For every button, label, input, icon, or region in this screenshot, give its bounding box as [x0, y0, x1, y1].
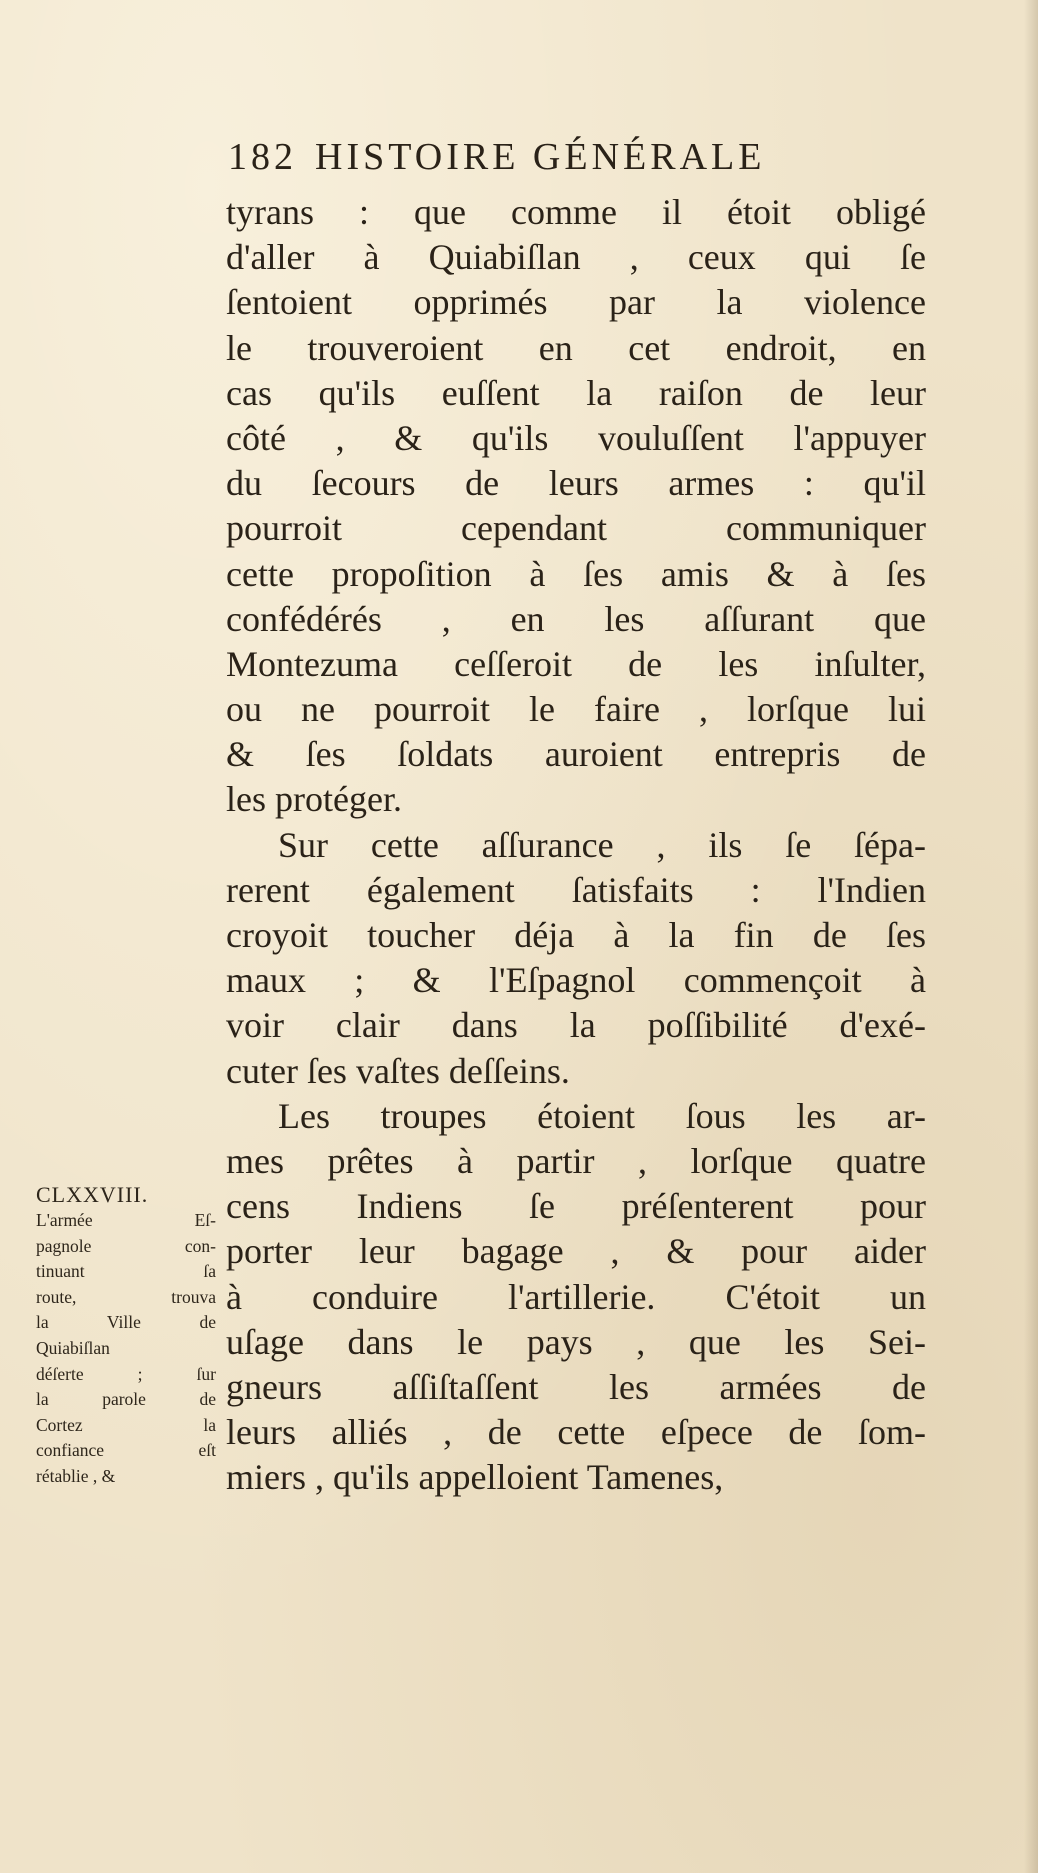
text-line: ou ne pourroit le faire , lorſque lui [226, 689, 926, 730]
margin-note-line: pagnole con- [36, 1235, 216, 1256]
margin-note-line: la parole de [36, 1389, 216, 1410]
paragraph-start-line: Sur cette aſſurance , ils ſe ſépa- [278, 824, 926, 865]
margin-note-line: route, trouva [36, 1286, 216, 1307]
margin-note-line: L'armée Eſ- [36, 1210, 216, 1230]
text-line: voir clair dans la poſſibilité d'exé- [226, 1005, 926, 1046]
margin-note [36, 1182, 216, 1490]
text-line: rerent également ſatisfaits : l'Indien [226, 869, 926, 910]
margin-note-line: déſerte ; ſur [36, 1363, 216, 1384]
paragraph-end-line: cuter ſes vaſtes deſſeins. [226, 1050, 570, 1091]
margin-note-line: tinuant ſa [36, 1261, 216, 1282]
text-line: croyoit toucher déja à la fin de ſes [226, 915, 926, 955]
paragraph-end-line: les protéger. [226, 779, 402, 820]
text-line: maux ; & l'Eſpagnol commençoit à [226, 960, 926, 1001]
running-title: HISTOIRE GÉNÉRALE [315, 136, 766, 178]
margin-section-numeral: CLXXVIII. [36, 1182, 149, 1207]
text-line: leurs alliés , de cette eſpece de ſom- [226, 1412, 926, 1453]
text-line: cas qu'ils euſſent la raiſon de leur [226, 372, 926, 413]
text-line: cette propoſition à ſes amis & à ſes [226, 553, 926, 594]
text-line: uſage dans le pays , que les Sei- [226, 1321, 926, 1362]
text-line: cens Indiens ſe préſenterent pour [226, 1186, 926, 1227]
margin-note-line: rétablie , & [36, 1465, 116, 1486]
margin-note-line: confiance eſt [36, 1440, 216, 1461]
text-line: pourroit cependant communiquer [226, 508, 926, 549]
text-line: & ſes ſoldats auroient entrepris de [226, 734, 926, 775]
paragraph-start-line: Les troupes étoient ſous les ar- [278, 1095, 926, 1136]
text-line: confédérés , en les aſſurant que [226, 598, 926, 639]
text-line: mes prêtes à partir , lorſque quatre [226, 1140, 926, 1181]
text-line: miers , qu'ils appelloient Tamenes, [226, 1457, 724, 1498]
page-edge-shadow [1024, 0, 1038, 1873]
text-line: ſentoient opprimés par la violence [226, 282, 926, 323]
margin-note-line: la Ville de [36, 1312, 216, 1333]
text-line: Montezuma ceſſeroit de les inſulter, [226, 643, 926, 684]
running-header [228, 132, 918, 182]
text-line: du ſecours de leurs armes : qu'il [226, 463, 926, 504]
margin-note-line: Cortez la [36, 1414, 216, 1435]
text-line: à conduire l'artillerie. C'étoit un [226, 1276, 926, 1317]
margin-note-line: Quiabiſlan [36, 1337, 110, 1358]
text-line: côté , & qu'ils vouluſſent l'appuyer [226, 417, 926, 458]
text-line: gneurs aſſiſtaſſent les armées de [226, 1366, 926, 1407]
text-line: porter leur bagage , & pour aider [226, 1231, 926, 1272]
text-line: tyrans : que comme il étoit obligé [226, 192, 926, 232]
body-text [226, 190, 926, 1500]
page-number: 182 [228, 136, 297, 178]
text-line: le trouveroient en cet endroit, en [226, 327, 926, 368]
text-line: d'aller à Quiabiſlan , ceux qui ſe [226, 237, 926, 278]
